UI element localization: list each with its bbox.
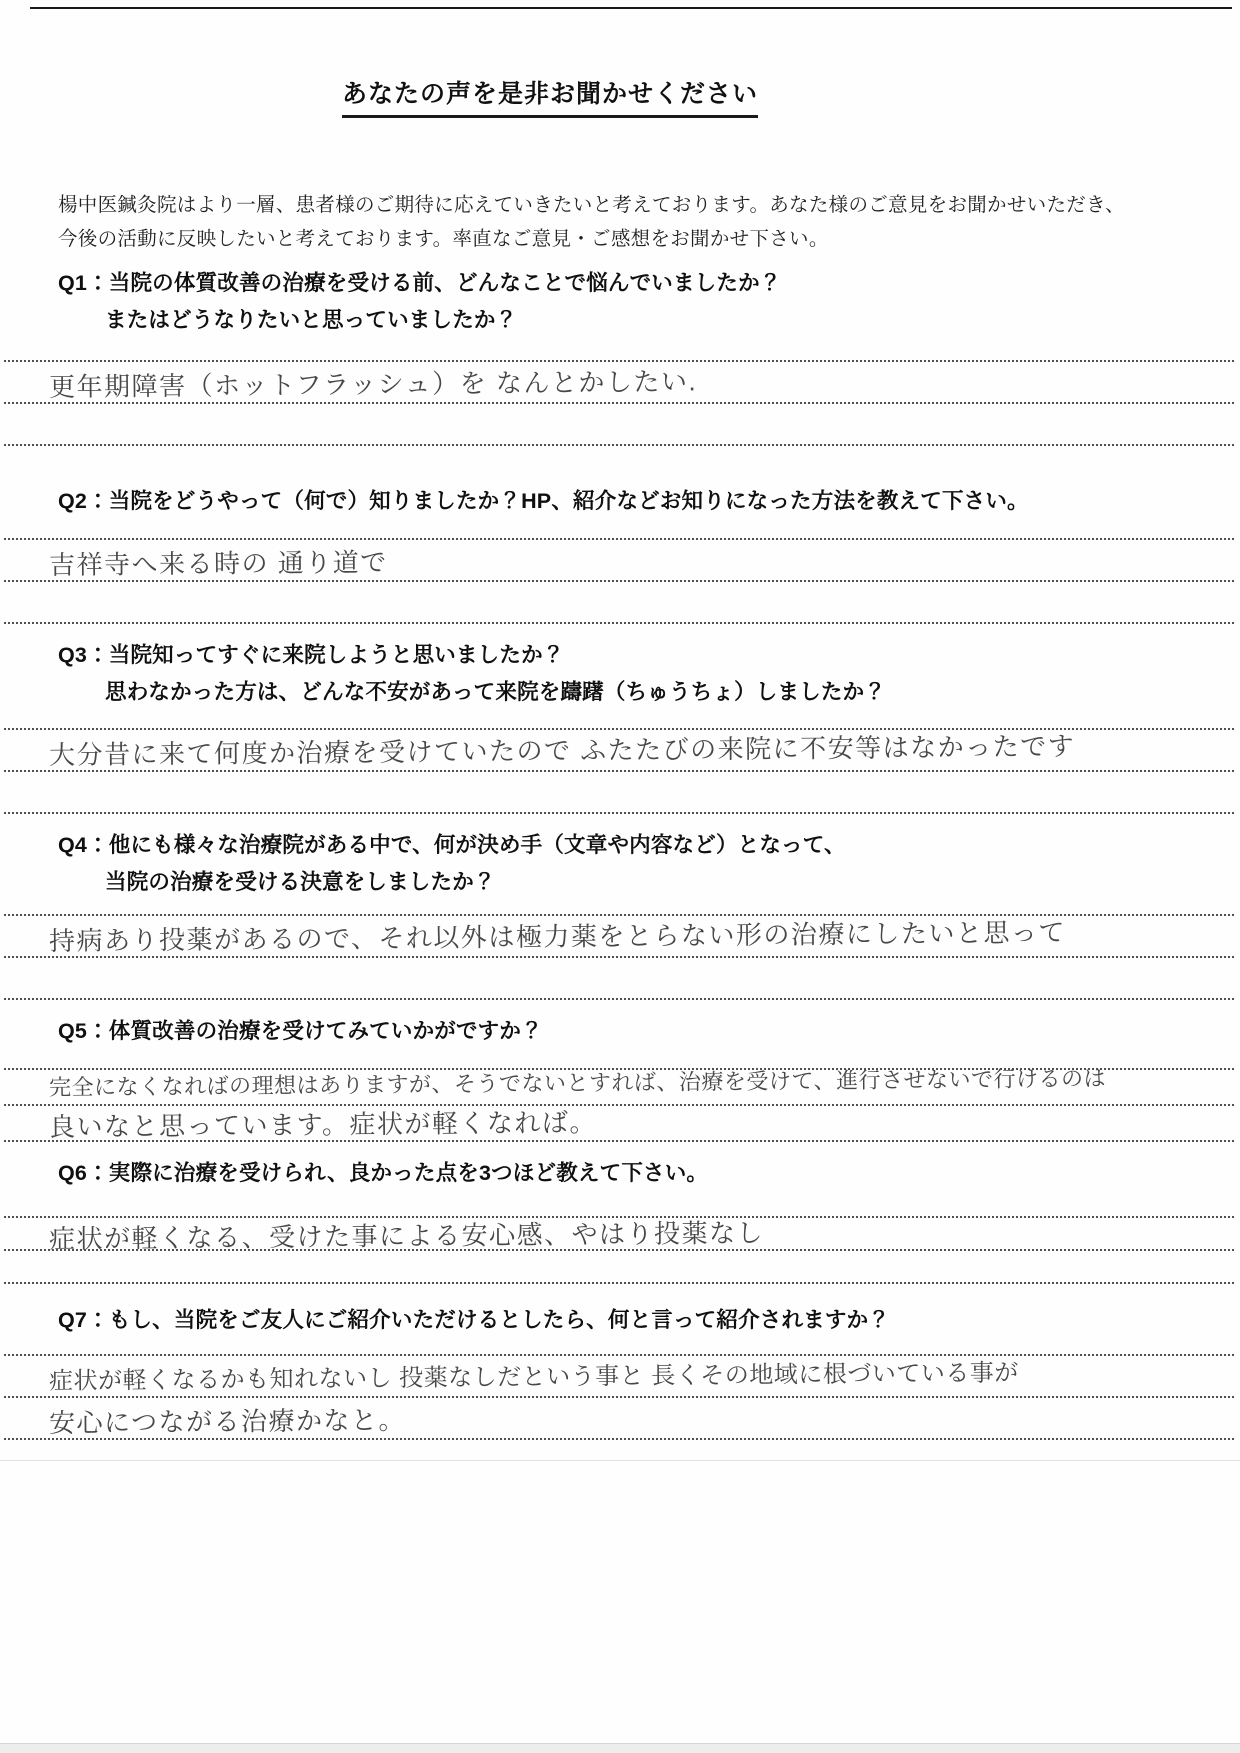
question-4-answer-area (4, 914, 1234, 1000)
question-1-text: 当院の体質改善の治療を受ける前、どんなことで悩んでいましたか？ (108, 271, 782, 295)
question-4-number: Q4： (58, 833, 109, 857)
question-7-heading (58, 1303, 1220, 1334)
question-4-heading-line2: 当院の治療を受ける決意をしましたか？ (105, 870, 496, 894)
page-title: あなたの声を是非お聞かせください (342, 74, 758, 118)
answer-row (4, 730, 1234, 772)
answer-row (4, 1356, 1234, 1398)
question-6-number: Q6： (58, 1161, 109, 1185)
question-3-heading (58, 638, 1220, 669)
question-5-number: Q5： (58, 1019, 109, 1043)
question-4-text: 他にも様々な治療院がある中で、何が決め手（文章や内容など）となって、 (108, 833, 846, 857)
question-5-text: 体質改善の治療を受けてみていかがですか？ (108, 1019, 543, 1043)
question-2-heading (58, 484, 1220, 515)
answer-row (4, 916, 1234, 958)
answer-row (4, 1251, 1234, 1284)
answer-row (4, 540, 1234, 582)
intro-paragraph (58, 188, 1192, 256)
handwritten-answer-q7: 症状が軽くなるかも知れないし 投薬なしだという事と 長くその地域に根づいている事が (48, 1359, 1019, 1395)
answer-row (4, 958, 1234, 1000)
question-6-heading (58, 1156, 1220, 1187)
answer-row (4, 404, 1234, 446)
question-1-heading (58, 266, 1220, 297)
answer-row (4, 1217, 1234, 1254)
question-5-answer-area (4, 1065, 1234, 1142)
handwritten-answer-q2: 吉祥寺へ来る時の 通り道で (48, 547, 388, 580)
answer-row (4, 1106, 1234, 1142)
answer-row (4, 362, 1234, 404)
question-3-text: 当院知ってすぐに来院しようと思いましたか？ (108, 643, 565, 667)
handwritten-answer-q4: 持病あり投薬があるので、それ以外は極力薬をとらない形の治療にしたいと思って (48, 917, 1067, 956)
handwritten-answer-q6: 症状が軽くなる、受けた事による安心感、やはり投薬なし (48, 1217, 765, 1254)
question-1-heading-line2: またはどうなりたいと思っていましたか？ (105, 308, 518, 332)
intro-line-1: 楊中医鍼灸院はより一層、患者様のご期待に応えていきたいと考えております。あなた様のご意見をお聞かせいただき、 (58, 194, 1125, 216)
intro-line-2: 今後の活動に反映したいと考えております。率直なご意見・ご感想をお聞かせ下さい。 (58, 228, 829, 250)
question-7-text: もし、当院をご友人にご紹介いただけるとしたら、何と言って紹介されますか？ (108, 1308, 890, 1332)
answer-row (4, 772, 1234, 814)
question-6-text: 実際に治療を受けられ、良かった点を3つほど教えて下さい。 (108, 1161, 709, 1185)
question-3-answer-area (4, 728, 1234, 814)
question-4-heading (58, 828, 1220, 859)
answer-row (4, 1398, 1234, 1440)
question-7-answer-area (4, 1354, 1234, 1440)
scan-bottom-edge-band (0, 1743, 1240, 1753)
scan-faint-divider-line (0, 1460, 1240, 1461)
question-2-text: 当院をどうやって（何で）知りましたか？HP、紹介などお知りになった方法を教えて下さい。 (108, 489, 1029, 513)
answer-row (4, 582, 1234, 624)
handwritten-answer-q5-line2: 良いなと思っています。症状が軽くなれば。 (48, 1107, 598, 1142)
question-7-number: Q7： (58, 1308, 109, 1332)
handwritten-answer-q5: 完全になくなればの理想はありますが、そうでないとすれば、治療を受けて、進行させないで行けるのは (48, 1065, 1107, 1100)
question-3-number: Q3： (58, 643, 109, 667)
question-2-answer-area (4, 538, 1234, 624)
handwritten-answer-q3: 大分昔に来て何度か治療を受けていたので ふたたびの来院に不安等はなかったです (48, 731, 1076, 770)
title-container (0, 74, 1100, 118)
question-1-answer-area (4, 360, 1234, 446)
question-2-number: Q2： (58, 489, 109, 513)
question-6-answer-area (4, 1216, 1234, 1284)
handwritten-answer-q7-line2: 安心につながる治療かなと。 (48, 1404, 407, 1438)
question-1-number: Q1： (58, 271, 109, 295)
question-3-heading-line2: 思わなかった方は、どんな不安があって来院を躊躇（ちゅうちょ）しましたか？ (105, 680, 886, 704)
scan-top-edge-line (30, 7, 1232, 9)
answer-row (4, 1065, 1234, 1106)
question-5-heading (58, 1014, 1220, 1045)
handwritten-answer-q1: 更年期障害（ホットフラッシュ）を なんとかしたい. (48, 366, 698, 402)
